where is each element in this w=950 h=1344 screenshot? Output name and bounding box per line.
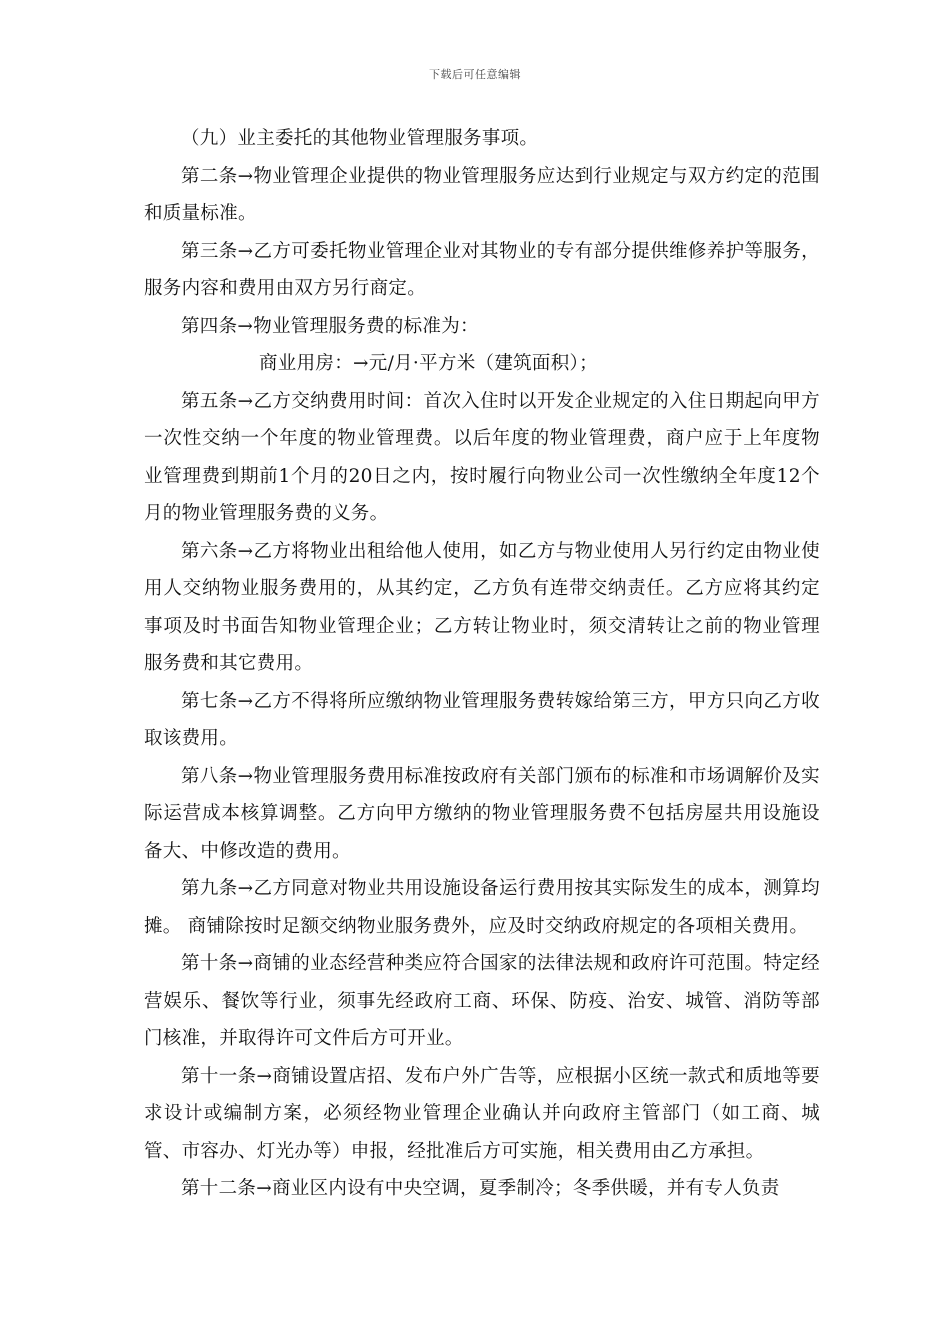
paragraph-article-12: 第十二条→商业区内设有中央空调，夏季制冷；冬季供暖，并有专人负责 (181, 1178, 780, 1199)
paragraph-article-2: 第二条→物业管理企业提供的物业管理服务应达到行业规定与双方约定的范围和质量标准。 (144, 165, 820, 224)
document-body (144, 120, 820, 1208)
paragraph-article-11: 第十一条→商铺设置店招、发布户外广告等，应根据小区统一款式和质地等要求设计或编制方案，必须经物业管理企业确认并向政府主管部门（如工商、城管、市容办、灯光办等）申报，经批准后方可实施，相关费用由乙方承担。 (144, 1065, 820, 1162)
paragraph-article-6: 第六条→乙方将物业出租给他人使用，如乙方与物业使用人另行约定由物业使用人交纳物业服务费用的，从其约定，乙方负有连带交纳责任。乙方应将其约定事项及时书面告知物业管理企业；乙方转让物业时，须交清转让之前的物业管理服务费和其它费用。 (144, 540, 820, 674)
paragraph-commercial-rate: 商业用房：→元/月·平方米（建筑面积）； (259, 353, 598, 374)
paragraph-item-9: （九）业主委托的其他物业管理服务事项。 (181, 128, 539, 149)
paragraph-article-10: 第十条→商铺的业态经营种类应符合国家的法律法规和政府许可范围。特定经营娱乐、餐饮等行业，须事先经政府工商、环保、防疫、治安、城管、消防等部门核准，并取得许可文件后方可开业。 (144, 953, 820, 1049)
paragraph-article-9: 第九条→乙方同意对物业共用设施设备运行费用按其实际发生的成本，测算均摊。 商铺除按时足额交纳物业服务费外，应及时交纳政府规定的各项相关费用。 (144, 878, 820, 937)
paragraph-article-3: 第三条→乙方可委托物业管理企业对其物业的专有部分提供维修养护等服务，服务内容和费用由双方另行商定。 (144, 240, 820, 299)
paragraph-article-4: 第四条→物业管理服务费的标准为： (181, 315, 479, 337)
paragraph-article-5: 第五条→乙方交纳费用时间：首次入住时以开发企业规定的入住日期起向甲方一次性交纳一个年度的物业管理费。以后年度的物业管理费，商户应于上年度物业管理费到期前1个月的20日之内，按时履行向物业公司一次性缴纳全年度12个月的物业管理服务费的义务。 (144, 390, 820, 524)
paragraph-article-8: 第八条→物业管理服务费用标准按政府有关部门颁布的标准和市场调解价及实际运营成本核算调整。乙方向甲方缴纳的物业管理服务费不包括房屋共用设施设备大、中修改造的费用。 (144, 765, 820, 862)
paragraph-article-7: 第七条→乙方不得将所应缴纳物业管理服务费转嫁给第三方，甲方只向乙方收取该费用。 (144, 690, 820, 749)
page-header: 下载后可任意编辑 (429, 68, 521, 81)
